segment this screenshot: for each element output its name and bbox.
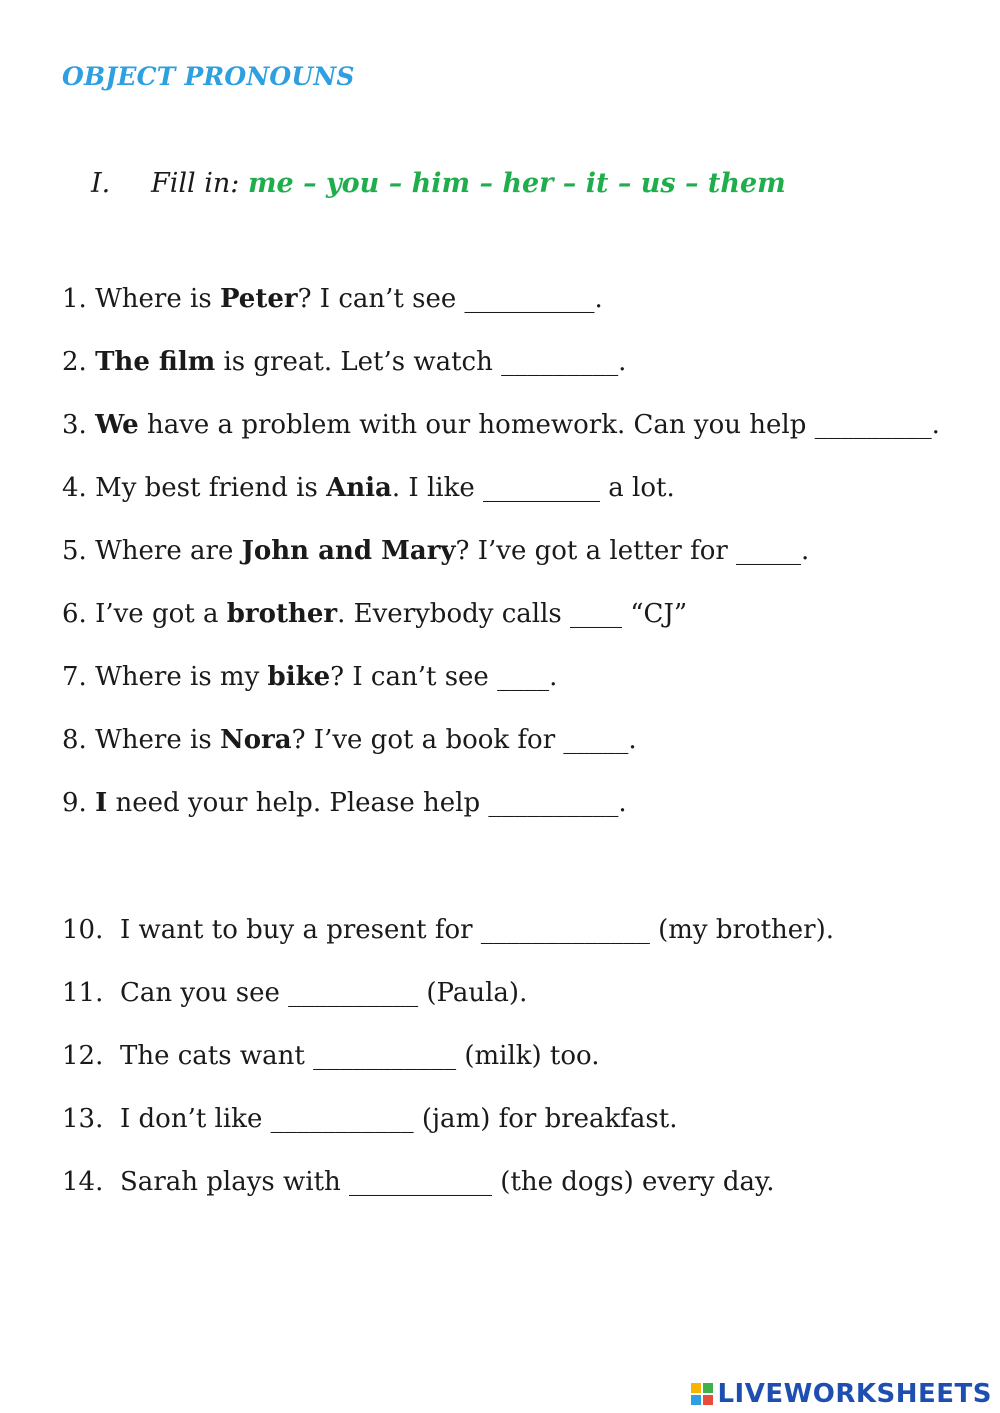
liveworksheets-logo xyxy=(690,1379,992,1409)
exercise-item xyxy=(62,915,834,945)
item-text: is great. Let’s watch _________. xyxy=(215,347,627,377)
exercise-item xyxy=(62,473,675,503)
item-text: ? I’ve got a book for _____. xyxy=(291,725,637,755)
exercise-item xyxy=(62,662,557,692)
item-number: 8. xyxy=(62,725,96,755)
exercise-item xyxy=(62,347,626,377)
item-number: 14. xyxy=(62,1167,104,1197)
item-text: Can you see __________ (Paula). xyxy=(120,978,528,1008)
item-text: ? I can’t see __________. xyxy=(297,284,603,314)
item-keyword: bike xyxy=(267,662,331,692)
item-text: I’ve got a xyxy=(95,599,227,629)
exercise-item xyxy=(62,1167,774,1197)
item-text: My best friend is xyxy=(95,473,327,503)
exercise-item xyxy=(62,1104,678,1134)
item-number: 12. xyxy=(62,1041,104,1071)
logo-icon xyxy=(690,1382,714,1406)
instruction-label: Fill in: xyxy=(151,168,248,199)
exercise-item xyxy=(62,410,940,440)
item-text: . Everybody calls ____ “CJ” xyxy=(337,599,688,629)
item-text: ? I’ve got a letter for _____. xyxy=(455,536,810,566)
item-text: I want to buy a present for _____________ (my brother). xyxy=(120,915,834,945)
instruction-number: I. xyxy=(91,168,111,199)
item-number: 6. xyxy=(62,599,96,629)
item-keyword: brother xyxy=(226,599,338,629)
exercise-item xyxy=(62,1041,600,1071)
item-keyword: John and Mary xyxy=(241,536,456,566)
item-number: 3. xyxy=(62,410,96,440)
item-number: 1. xyxy=(62,284,96,314)
item-keyword: Peter xyxy=(219,284,298,314)
item-number: 7. xyxy=(62,662,96,692)
item-number: 10. xyxy=(62,915,104,945)
item-keyword: Nora xyxy=(219,725,292,755)
exercise-item xyxy=(62,599,687,629)
exercise-item xyxy=(62,978,527,1008)
instruction xyxy=(91,168,786,199)
item-text: ? I can’t see ____. xyxy=(330,662,558,692)
item-text: Sarah plays with ___________ (the dogs) every day. xyxy=(120,1167,775,1197)
item-text: . I like _________ a lot. xyxy=(391,473,675,503)
item-number: 2. xyxy=(62,347,96,377)
item-number: 4. xyxy=(62,473,96,503)
item-number: 13. xyxy=(62,1104,104,1134)
item-text: Where is my xyxy=(95,662,268,692)
item-text: Where is xyxy=(95,284,220,314)
item-keyword: We xyxy=(95,410,139,440)
exercise-item xyxy=(62,284,603,314)
item-text: have a problem with our homework. Can you help _________. xyxy=(138,410,940,440)
exercise-item xyxy=(62,536,809,566)
item-keyword: I xyxy=(95,788,108,818)
item-text: Where are xyxy=(95,536,242,566)
exercise-item xyxy=(62,725,637,755)
item-text: Where is xyxy=(95,725,220,755)
item-keyword: Ania xyxy=(326,473,392,503)
logo-text: LIVEWORKSHEETS xyxy=(717,1379,992,1409)
item-number: 9. xyxy=(62,788,96,818)
item-keyword: The film xyxy=(95,347,216,377)
item-number: 5. xyxy=(62,536,96,566)
item-number: 11. xyxy=(62,978,104,1008)
item-text: I don’t like ___________ (jam) for breakfast. xyxy=(120,1104,678,1134)
item-text: The cats want ___________ (milk) too. xyxy=(120,1041,600,1071)
item-text: need your help. Please help __________. xyxy=(107,788,627,818)
instruction-word-list: me – you – him – her – it – us – them xyxy=(247,168,786,199)
page-title: OBJECT PRONOUNS xyxy=(62,62,355,91)
exercise-item xyxy=(62,788,627,818)
